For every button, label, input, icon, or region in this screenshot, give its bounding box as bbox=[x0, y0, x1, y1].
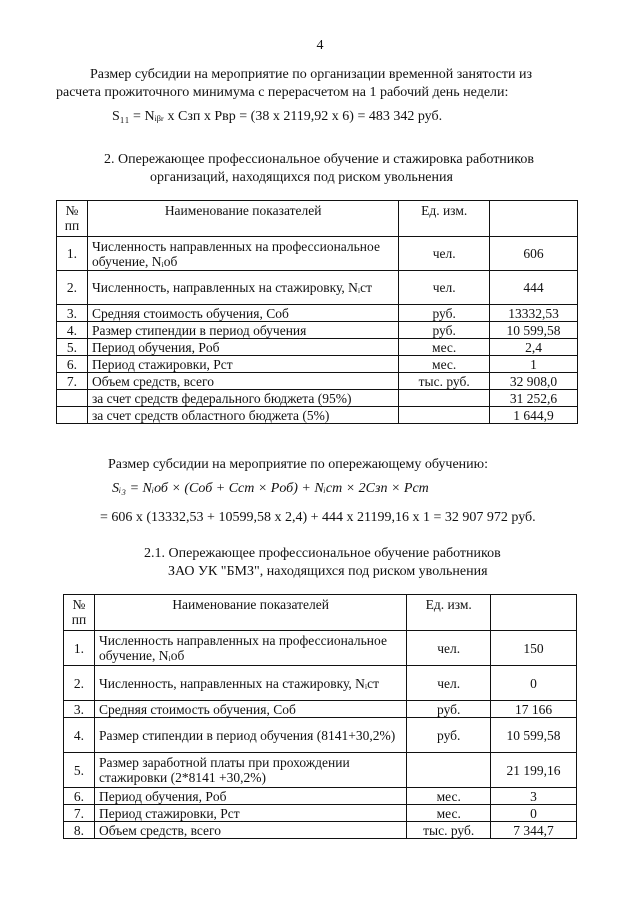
subsidy-2-formula: Sᵢ₃ = Nᵢоб × (Cоб + Cст × Pоб) + Nᵢст × 2Cзп × Pст bbox=[112, 481, 429, 496]
row-value: 7 344,7 bbox=[491, 822, 577, 839]
header-name: Наименование показателей bbox=[87, 201, 398, 237]
row-unit bbox=[399, 390, 490, 407]
row-unit: мес. bbox=[407, 805, 491, 822]
row-unit: руб. bbox=[399, 305, 490, 322]
table-1 bbox=[56, 200, 578, 424]
table-row bbox=[64, 753, 577, 788]
row-num: 8. bbox=[64, 822, 95, 839]
table-row bbox=[64, 631, 577, 666]
section-2-title-1: 2. Опережающее профессиональное обучение и стажировка работников bbox=[104, 152, 534, 167]
row-value: 1 bbox=[490, 356, 578, 373]
row-unit: руб. bbox=[407, 701, 491, 718]
row-unit: чел. bbox=[399, 237, 490, 271]
table-row bbox=[57, 237, 578, 271]
subsidy-2-result: = 606 x (13332,53 + 10599,58 x 2,4) + 444 x 21199,16 x 1 = 32 907 972 руб. bbox=[100, 510, 536, 525]
row-name: Период обучения, Pоб bbox=[94, 788, 406, 805]
row-value: 444 bbox=[490, 271, 578, 305]
row-unit: чел. bbox=[399, 271, 490, 305]
table-2 bbox=[63, 594, 577, 839]
table-row bbox=[57, 390, 578, 407]
table-row bbox=[57, 322, 578, 339]
row-name: Средняя стоимость обучения, Cоб bbox=[87, 305, 398, 322]
table-row bbox=[57, 305, 578, 322]
row-unit: руб. bbox=[407, 718, 491, 753]
header-num: № пп bbox=[64, 595, 95, 631]
row-value: 32 908,0 bbox=[490, 373, 578, 390]
row-value: 150 bbox=[491, 631, 577, 666]
row-name: Численность направленных на профессиональное обучение, Nᵢоб bbox=[87, 237, 398, 271]
row-num: 1. bbox=[64, 631, 95, 666]
header-value bbox=[490, 201, 578, 237]
row-value: 606 bbox=[490, 237, 578, 271]
row-num: 4. bbox=[57, 322, 88, 339]
row-unit bbox=[407, 753, 491, 788]
row-name: Объем средств, всего bbox=[94, 822, 406, 839]
intro-line-2: расчета прожиточного минимума с перерасчетом на 1 рабочий день недели: bbox=[56, 85, 509, 100]
row-unit bbox=[399, 407, 490, 424]
row-name: Численность, направленных на стажировку, Nᵢст bbox=[94, 666, 406, 701]
row-value: 0 bbox=[491, 805, 577, 822]
row-num: 6. bbox=[64, 788, 95, 805]
table-row bbox=[57, 271, 578, 305]
table-2-header bbox=[64, 595, 577, 631]
row-name: за счет средств областного бюджета (5%) bbox=[87, 407, 398, 424]
section-2-title-2: организаций, находящихся под риском увольнения bbox=[150, 170, 453, 185]
table-row bbox=[64, 822, 577, 839]
row-value: 3 bbox=[491, 788, 577, 805]
page-number: 4 bbox=[316, 38, 324, 53]
table-row bbox=[64, 718, 577, 753]
row-value: 1 644,9 bbox=[490, 407, 578, 424]
row-value: 17 166 bbox=[491, 701, 577, 718]
table-row bbox=[57, 339, 578, 356]
row-name: Размер стипендии в период обучения (8141+30,2%) bbox=[94, 718, 406, 753]
table-row bbox=[64, 805, 577, 822]
table-row bbox=[57, 373, 578, 390]
row-value: 10 599,58 bbox=[490, 322, 578, 339]
row-num: 6. bbox=[57, 356, 88, 373]
row-num: 7. bbox=[64, 805, 95, 822]
row-value: 2,4 bbox=[490, 339, 578, 356]
row-num: 2. bbox=[64, 666, 95, 701]
row-name: Численность направленных на профессиональное обучение, Nᵢоб bbox=[94, 631, 406, 666]
row-name: Численность, направленных на стажировку, Nᵢст bbox=[87, 271, 398, 305]
row-name: за счет средств федерального бюджета (95%) bbox=[87, 390, 398, 407]
table-row bbox=[64, 666, 577, 701]
row-num: 1. bbox=[57, 237, 88, 271]
row-unit: мес. bbox=[399, 339, 490, 356]
row-num: 3. bbox=[57, 305, 88, 322]
section-2-1-title-1: 2.1. Опережающее профессиональное обучение работников bbox=[144, 546, 501, 561]
row-num: 3. bbox=[64, 701, 95, 718]
row-unit: тыс. руб. bbox=[399, 373, 490, 390]
row-num: 5. bbox=[64, 753, 95, 788]
section-2-1-title-2: ЗАО УК "БМЗ", находящихся под риском увольнения bbox=[168, 564, 488, 579]
row-unit: чел. bbox=[407, 631, 491, 666]
table-1-header bbox=[57, 201, 578, 237]
table-row bbox=[64, 788, 577, 805]
row-unit: тыс. руб. bbox=[407, 822, 491, 839]
header-value bbox=[491, 595, 577, 631]
table-row bbox=[57, 407, 578, 424]
row-unit: мес. bbox=[407, 788, 491, 805]
row-unit: чел. bbox=[407, 666, 491, 701]
header-unit: Ед. изм. bbox=[399, 201, 490, 237]
row-value: 21 199,16 bbox=[491, 753, 577, 788]
row-name: Объем средств, всего bbox=[87, 373, 398, 390]
row-name: Средняя стоимость обучения, Cоб bbox=[94, 701, 406, 718]
header-num: № пп bbox=[57, 201, 88, 237]
row-value: 31 252,6 bbox=[490, 390, 578, 407]
row-num bbox=[57, 407, 88, 424]
row-name: Размер стипендии в период обучения bbox=[87, 322, 398, 339]
row-value: 13332,53 bbox=[490, 305, 578, 322]
intro-line-1: Размер субсидии на мероприятие по организации временной занятости из bbox=[90, 67, 533, 82]
row-value: 0 bbox=[491, 666, 577, 701]
row-name: Период обучения, Pоб bbox=[87, 339, 398, 356]
row-num: 5. bbox=[57, 339, 88, 356]
table-row bbox=[64, 701, 577, 718]
row-unit: мес. bbox=[399, 356, 490, 373]
header-unit: Ед. изм. bbox=[407, 595, 491, 631]
row-value: 10 599,58 bbox=[491, 718, 577, 753]
subsidy-2-line: Размер субсидии на мероприятие по опережающему обучению: bbox=[108, 457, 489, 472]
row-name: Период стажировки, Pст bbox=[87, 356, 398, 373]
row-num bbox=[57, 390, 88, 407]
header-name: Наименование показателей bbox=[94, 595, 406, 631]
intro-formula: S₁₁ = Nᵢᵦᵣ x Cзп x Pвр = (38 x 2119,92 x 6) = 483 342 руб. bbox=[112, 109, 443, 124]
table-row bbox=[57, 356, 578, 373]
row-name: Период стажировки, Pст bbox=[94, 805, 406, 822]
row-name: Размер заработной платы при прохождении стажировки (2*8141 +30,2%) bbox=[94, 753, 406, 788]
row-num: 2. bbox=[57, 271, 88, 305]
row-num: 7. bbox=[57, 373, 88, 390]
row-unit: руб. bbox=[399, 322, 490, 339]
row-num: 4. bbox=[64, 718, 95, 753]
